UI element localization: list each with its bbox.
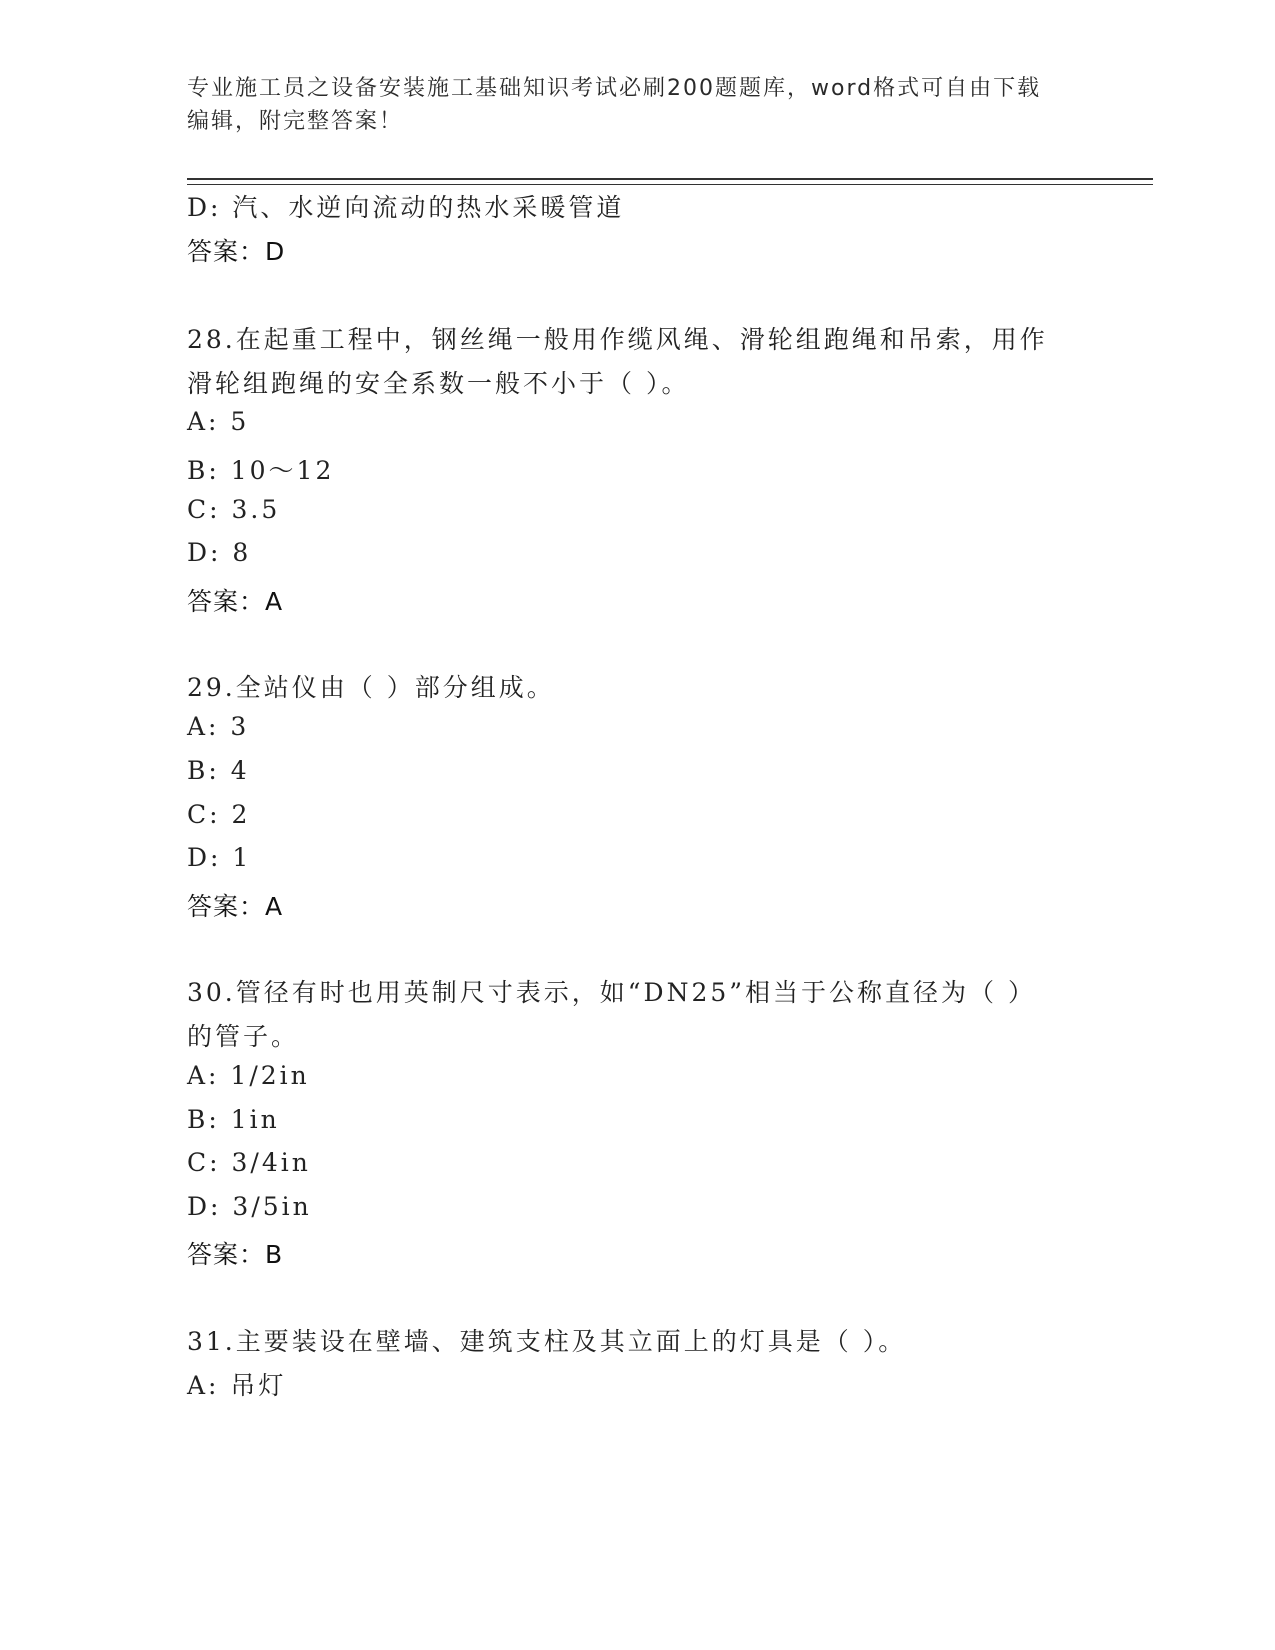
q29-option-a: A: 3 — [187, 712, 250, 741]
q28-stem-line2: 滑轮组跑绳的安全系数一般不小于（ ）。 — [187, 369, 690, 398]
q28-option-c: C: 3.5 — [187, 495, 281, 524]
q28-option-d: D: 8 — [187, 538, 252, 567]
q30-option-b: B: 1in — [187, 1105, 280, 1134]
q31-option-a: A: 吊灯 — [187, 1371, 287, 1400]
q28-option-a: A: 5 — [187, 407, 250, 436]
q29-stem-line1: 29.全站仪由（ ）部分组成。 — [187, 673, 555, 702]
q30-stem-line2: 的管子。 — [187, 1022, 300, 1051]
document-header — [187, 72, 1087, 138]
header-title-line2: 编辑，附完整答案！ — [187, 109, 404, 134]
prev-answer: 答案：D — [187, 237, 286, 266]
q28-answer: 答案：A — [187, 587, 284, 616]
q30-option-c: C: 3/4in — [187, 1148, 311, 1177]
q30-option-a: A: 1/2in — [187, 1061, 310, 1090]
q30-option-d: D: 3/5in — [187, 1192, 312, 1221]
q29-option-c: C: 2 — [187, 800, 251, 829]
q28-stem-line1: 28.在起重工程中，钢丝绳一般用作缆风绳、滑轮组跑绳和吊索，用作 — [187, 325, 1048, 354]
prev-option-d: D: 汽、水逆向流动的热水采暖管道 — [187, 193, 625, 222]
q31-stem-line1: 31.主要装设在壁墙、建筑支柱及其立面上的灯具是（ ）。 — [187, 1327, 907, 1356]
header-divider-thin — [187, 184, 1153, 185]
q29-option-b: B: 4 — [187, 756, 250, 785]
header-title-line1: 专业施工员之设备安装施工基础知识考试必刷200题题库，word格式可自由下载 — [187, 76, 1042, 101]
header-divider-thick — [187, 178, 1153, 180]
q29-answer: 答案：A — [187, 892, 284, 921]
q30-stem-line1: 30.管径有时也用英制尺寸表示，如“DN25”相当于公称直径为（ ） — [187, 978, 1036, 1007]
q28-option-b: B: 10～12 — [187, 456, 335, 485]
q29-option-d: D: 1 — [187, 843, 252, 872]
q30-answer: 答案：B — [187, 1240, 284, 1269]
